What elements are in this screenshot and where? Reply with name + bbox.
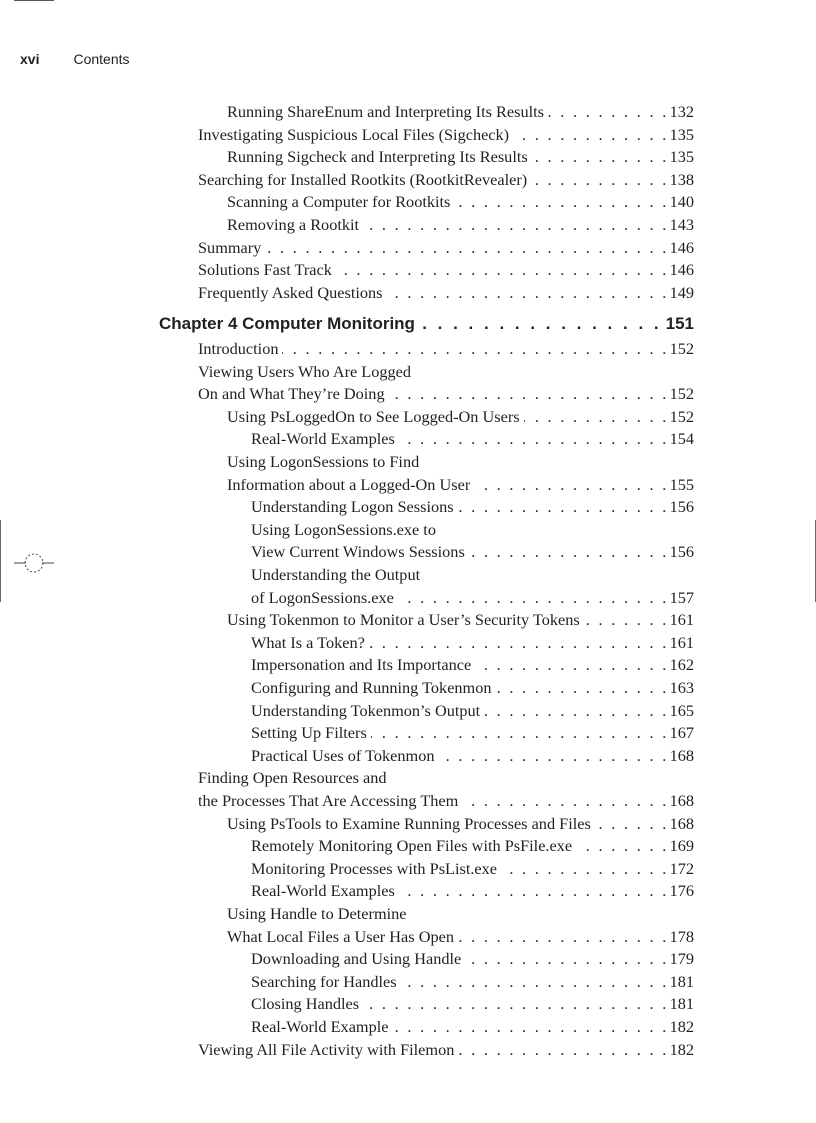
toc-page: 135 xyxy=(669,147,694,167)
toc-label: Using PsLoggedOn to See Logged-On Users xyxy=(227,406,520,426)
dot-leader xyxy=(462,790,668,812)
toc-entry xyxy=(251,971,694,993)
toc-page: 156 xyxy=(669,542,694,562)
dot-leader xyxy=(532,146,669,168)
toc-entry xyxy=(251,564,420,586)
toc-page: 161 xyxy=(669,632,694,652)
toc-page: 149 xyxy=(669,282,694,302)
toc-label: Using PsTools to Examine Running Processes and Files xyxy=(227,813,591,833)
toc-page: 167 xyxy=(669,723,694,743)
toc-page: 179 xyxy=(669,949,694,969)
toc-page: 162 xyxy=(669,655,694,675)
dot-leader xyxy=(371,722,669,744)
toc-entry xyxy=(251,677,694,699)
toc-page: 156 xyxy=(669,497,694,517)
toc-label: the Processes That Are Accessing Them xyxy=(198,791,459,810)
dot-leader xyxy=(392,1016,668,1038)
toc-entry xyxy=(251,745,694,767)
toc-label: Real-World Examples xyxy=(251,429,395,449)
toc-page: 155 xyxy=(669,474,694,494)
toc-label: Summary xyxy=(198,237,262,257)
toc-page: 168 xyxy=(669,791,694,810)
toc-page: 168 xyxy=(669,745,694,765)
dot-leader xyxy=(458,496,669,518)
toc-entry xyxy=(251,541,694,563)
toc-label: Viewing All File Activity with Filemon xyxy=(198,1039,455,1059)
running-header xyxy=(20,51,130,67)
toc-page: 181 xyxy=(669,994,694,1014)
toc-label: On and What They’re Doing xyxy=(198,384,385,404)
toc-entry xyxy=(251,654,694,676)
page-number: xvi xyxy=(20,51,40,67)
toc-entry xyxy=(198,282,694,304)
toc-page: 138 xyxy=(669,169,694,189)
toc-label: Information about a Logged-On User xyxy=(227,474,471,494)
toc-entry xyxy=(251,496,694,518)
registration-mark-icon xyxy=(14,550,54,576)
toc-label: What Is a Token? xyxy=(251,632,365,652)
dot-leader xyxy=(465,948,668,970)
toc-page: 132 xyxy=(669,102,694,121)
dot-leader xyxy=(469,541,669,563)
top-rule xyxy=(14,0,54,1)
dot-leader xyxy=(387,282,669,304)
toc-label: Real-World Examples xyxy=(251,881,395,901)
toc-entry xyxy=(251,700,694,722)
toc-entry xyxy=(251,835,694,857)
toc-page: 146 xyxy=(669,237,694,257)
toc-label: Solutions Fast Track xyxy=(198,260,332,280)
toc-page: 182 xyxy=(669,1017,694,1036)
toc-label: Remotely Monitoring Open Files with PsFile.exe xyxy=(251,836,573,856)
toc-entry xyxy=(198,169,694,191)
toc-entry xyxy=(227,474,694,496)
toc-entry xyxy=(251,587,694,609)
toc-page: 151 xyxy=(665,314,694,334)
toc-label: Chapter 4 Computer Monitoring xyxy=(159,314,415,334)
toc-page: 181 xyxy=(669,971,694,991)
dot-leader xyxy=(458,926,669,948)
toc-label: View Current Windows Sessions xyxy=(251,542,465,562)
toc-entry xyxy=(227,609,694,631)
toc-page: 182 xyxy=(669,1039,694,1059)
toc-entry xyxy=(227,406,694,428)
toc-page: 169 xyxy=(669,836,694,856)
dot-leader xyxy=(595,813,669,835)
toc-label: Setting Up Filters xyxy=(251,723,367,743)
dot-leader xyxy=(399,428,669,450)
toc-page: 176 xyxy=(669,881,694,901)
toc-label: Scanning a Computer for Rootkits xyxy=(227,192,451,212)
toc-label: Monitoring Processes with PsList.exe xyxy=(251,858,498,878)
toc-page: 143 xyxy=(669,215,694,234)
toc-label: Searching for Installed Rootkits (RootkitRevealer) xyxy=(198,169,528,189)
dot-leader xyxy=(454,191,668,213)
toc-page: 161 xyxy=(669,610,694,630)
toc-entry xyxy=(198,1039,694,1061)
toc-entry xyxy=(198,767,387,789)
toc-label: Practical Uses of Tokenmon xyxy=(251,745,435,765)
toc-entry xyxy=(198,361,411,383)
dot-leader xyxy=(576,835,668,857)
dot-leader xyxy=(398,587,669,609)
toc-entry xyxy=(198,259,694,281)
toc-label: Configuring and Running Tokenmon xyxy=(251,678,492,697)
dot-leader xyxy=(439,745,669,767)
toc-page: 172 xyxy=(669,858,694,878)
toc-label: Removing a Rootkit xyxy=(227,215,360,234)
toc-label: Introduction xyxy=(198,339,279,358)
toc-label: Finding Open Resources and xyxy=(198,768,387,788)
toc-label: of LogonSessions.exe xyxy=(251,587,394,607)
toc-entry xyxy=(198,124,694,146)
toc-entry xyxy=(198,237,694,259)
toc-label: Viewing Users Who Are Logged xyxy=(198,361,412,381)
toc-entry xyxy=(251,519,436,541)
dot-leader xyxy=(548,101,669,123)
dot-leader xyxy=(282,338,668,360)
dot-leader xyxy=(474,474,668,496)
toc-page: 163 xyxy=(669,678,694,697)
toc-entry xyxy=(227,101,694,123)
toc-label: Understanding Tokenmon’s Output xyxy=(251,700,481,720)
toc-label: Closing Handles xyxy=(251,994,360,1014)
toc-entry xyxy=(251,1016,694,1038)
toc-label: Using Handle to Determine xyxy=(227,904,407,923)
toc-label: Searching for Handles xyxy=(251,971,397,991)
toc-label: Using Tokenmon to Monitor a User’s Security Tokens xyxy=(227,610,580,630)
toc-label: Running Sigcheck and Interpreting Its Results xyxy=(227,147,528,167)
toc-entry xyxy=(227,451,419,473)
toc-page: 154 xyxy=(669,429,694,449)
toc-entry xyxy=(198,338,694,360)
chapter-heading xyxy=(159,313,694,335)
toc-label: Frequently Asked Questions xyxy=(198,282,383,302)
toc-entry xyxy=(227,214,694,236)
dot-leader xyxy=(531,169,668,191)
toc-label: Understanding the Output xyxy=(251,565,421,584)
dot-leader xyxy=(401,971,669,993)
toc-page: 140 xyxy=(669,192,694,212)
toc-label: Using LogonSessions to Find xyxy=(227,452,420,471)
toc-page: 157 xyxy=(669,587,694,607)
toc-entry xyxy=(251,993,694,1015)
toc-label: Downloading and Using Handle xyxy=(251,949,462,969)
toc-entry xyxy=(251,948,694,970)
toc-entry xyxy=(227,191,694,213)
toc-label: Running ShareEnum and Interpreting Its Results xyxy=(227,102,544,121)
dot-leader xyxy=(265,237,668,259)
toc-page: 178 xyxy=(669,926,694,946)
toc-entry xyxy=(227,813,694,835)
toc-label: Understanding Logon Sessions xyxy=(251,497,454,517)
running-title: Contents xyxy=(73,51,130,67)
toc-page: 135 xyxy=(669,124,694,144)
crop-mark-left xyxy=(0,520,1,602)
toc-label: Real-World Example xyxy=(251,1017,389,1036)
dot-leader xyxy=(524,406,669,428)
toc-page: 146 xyxy=(669,260,694,280)
dot-leader xyxy=(363,993,668,1015)
toc-entry xyxy=(198,790,694,812)
toc-page: 152 xyxy=(669,406,694,426)
dot-leader xyxy=(496,677,669,699)
toc-page: 165 xyxy=(669,700,694,720)
dot-leader xyxy=(369,632,669,654)
toc-label: What Local Files a User Has Open xyxy=(227,926,454,946)
dot-leader xyxy=(399,880,669,902)
dot-leader xyxy=(336,259,669,281)
dot-leader xyxy=(458,1039,668,1061)
toc-entry xyxy=(198,383,694,405)
dot-leader xyxy=(484,700,668,722)
toc-entry xyxy=(227,903,407,925)
dot-leader xyxy=(501,858,669,880)
dot-leader xyxy=(363,214,669,236)
toc-page: 168 xyxy=(669,813,694,833)
toc-label: Using LogonSessions.exe to xyxy=(251,519,436,539)
toc-entry xyxy=(251,858,694,880)
toc-entry xyxy=(227,146,694,168)
toc-entry xyxy=(251,722,694,744)
toc-label: Investigating Suspicious Local Files (Sigcheck) xyxy=(198,124,510,144)
toc-page: 152 xyxy=(669,384,694,404)
dot-leader xyxy=(475,654,668,676)
toc-entry xyxy=(251,880,694,902)
toc-entry xyxy=(227,926,694,948)
dot-leader xyxy=(389,383,669,405)
toc-label: Impersonation and Its Importance xyxy=(251,655,472,675)
toc-entry xyxy=(251,632,694,654)
dot-leader xyxy=(513,124,668,146)
toc-page: 152 xyxy=(669,339,694,358)
dot-leader xyxy=(419,313,662,335)
dot-leader xyxy=(584,609,669,631)
toc-entry xyxy=(251,428,694,450)
